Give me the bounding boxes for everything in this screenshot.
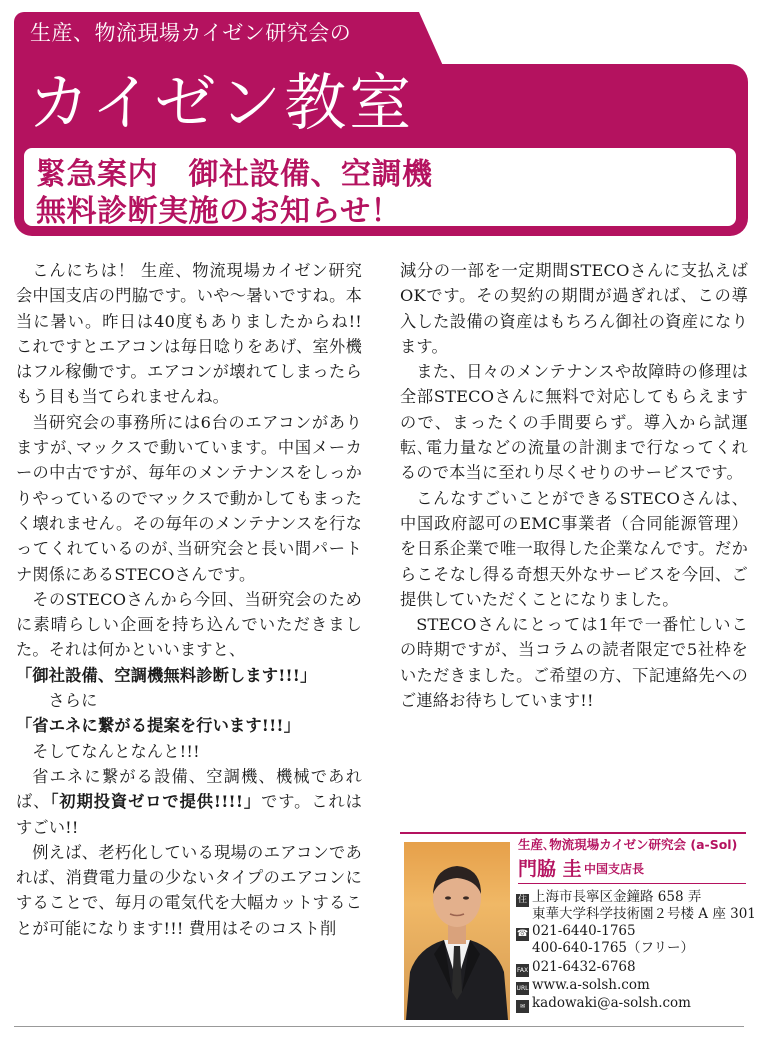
- name-divider: [518, 883, 746, 884]
- paragraph: そしてなんとなんと!!!: [32, 741, 200, 761]
- web-icon: URL: [516, 982, 529, 995]
- paragraph: [16, 764, 362, 840]
- paragraph: こんにちは！ 生産、物流現場カイゼン研究会中国支店の門脇です。いや～暑いですね。本当に暑い。昨日は40度もありましたからね!! これですとエアコンは毎日唸りをあげ、室外機はフル稼働です。エアコンが壊れてしまったらもう目も当てられませんね。: [16, 261, 362, 407]
- notice-line-1: 緊急案内 御社設備、空調機: [36, 157, 433, 192]
- paragraph: 減分の一部を一定期間STECOさんに支払えばOKです。その契約の期間が過ぎれば、この導入した設備の資産はもちろん御社の資産になります。: [400, 261, 748, 356]
- profile-name: 門脇 圭: [518, 858, 582, 880]
- web-link[interactable]: www.a-solsh.com: [532, 977, 650, 993]
- paragraph-text: です。これはすごい!!: [16, 792, 363, 837]
- header-subtitle: 生産、物流現場カイゼン研究会の: [30, 21, 352, 45]
- web-line: [516, 977, 650, 995]
- address-text: 上海市長寧区金鐘路 658 弄: [532, 889, 702, 905]
- highlight-phrase: 「初期投資ゼロで提供!!!!」: [50, 792, 262, 812]
- phone-line: [516, 923, 636, 941]
- paragraph: こんなすごいことができるSTECOさんは、中国政府認可のEMC事業者（合同能源管理）を日系企業で唯一取得した企業なんです。だからこそなし得る奇想天外なサービスを今回、ご提供していただくことになりました。: [400, 488, 748, 609]
- mail-icon: ✉: [516, 1000, 529, 1013]
- person-illustration: [404, 842, 510, 1020]
- profile-divider: [400, 832, 746, 834]
- profile-photo: [404, 842, 510, 1020]
- paragraph: そのSTECOさんから今回、当研究会のために素晴らしい企画を持ち込んでいただきました。それは何かといいますと、: [16, 589, 362, 660]
- paragraph: さらに: [48, 691, 98, 711]
- fax-line: [516, 959, 636, 977]
- article-right-column: [400, 258, 748, 713]
- bottom-divider: [14, 1026, 744, 1027]
- phone-text: 021-6440-1765: [532, 923, 636, 939]
- address-line-2: 東華大学科学技術園２号楼 A 座 301: [532, 906, 756, 922]
- article-left-column: [16, 258, 362, 941]
- page-title: カイゼン教室: [28, 66, 415, 139]
- phone-line-2: 400-640-1765（フリー）: [532, 940, 694, 956]
- phone-icon: ☎: [516, 929, 529, 939]
- fax-icon: FAX: [516, 964, 529, 977]
- paragraph-text: 省エネに繋がる設備、空調機、機械であれば、: [16, 766, 362, 812]
- profile-organization: 生産､物流現場カイゼン研究会 (a-Sol): [518, 837, 738, 852]
- highlight-quote: 「御社設備、空調機無料診断します!!!」: [16, 665, 317, 685]
- paragraph: また、日々のメンテナンスや故障時の修理は全部STECOさんに無料で対応してもらえますので、まったくの手間要らず。導入から試運転､電力量などの流量の計測まで行なってくれるので本当に至れり尽くせりのサービスです。: [400, 362, 748, 483]
- highlight-quote: 「省エネに繋がる提案を行います!!!」: [16, 716, 301, 736]
- paragraph: STECOさんにとっては1年で一番忙しいこの時期ですが、当コラムの読者限定で5社枠をいただきました。ご希望の方、下記連絡先へのご連絡お待ちしています!!: [400, 615, 748, 711]
- address-line: [516, 889, 701, 907]
- email-line: [516, 995, 691, 1013]
- email-link[interactable]: kadowaki@a-solsh.com: [532, 995, 691, 1011]
- address-icon: 住: [517, 895, 527, 905]
- paragraph: 例えば、老朽化している現場のエアコンであれば、消費電力量の少ないタイプのエアコンにすることで、毎月の電気代を大幅カットすることが可能になります!!! 費用はそのコスト削: [16, 842, 362, 938]
- profile-role: 中国支店長: [584, 862, 645, 876]
- paragraph: 当研究会の事務所には6台のエアコンがありますが､マックスで動いています。中国メーカーの中古ですが、毎年のメンテナンスをしっかりやっているのでマックスで動かしてもまったく壊れません。その毎年のメンテナンスを行なってくれているのが､当研究会と長い間パートナ関係にあるSTECOさんです。: [16, 412, 362, 584]
- fax-text: 021-6432-6768: [532, 959, 636, 975]
- notice-line-2: 無料診断実施のお知らせ！: [36, 194, 402, 229]
